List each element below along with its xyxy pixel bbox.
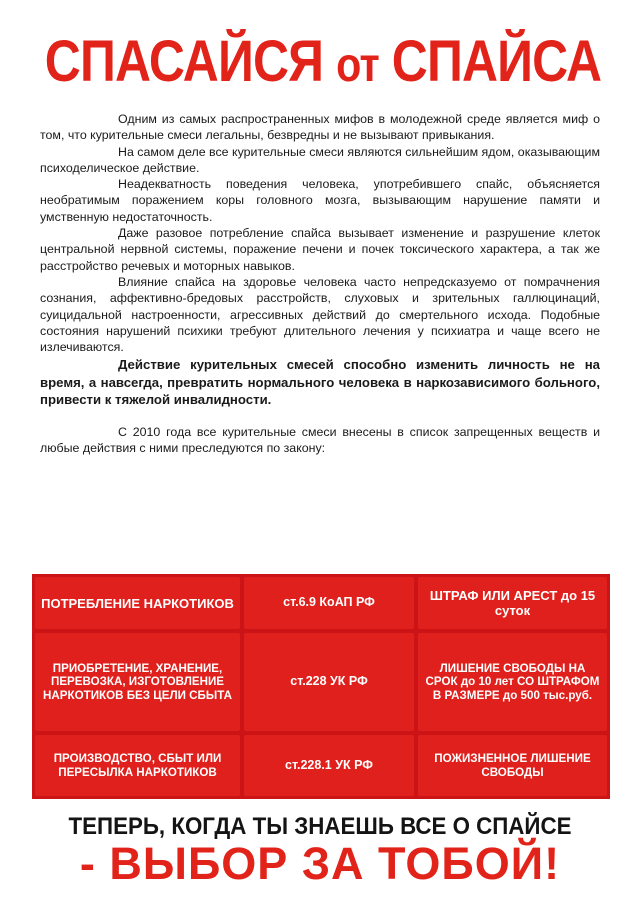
law-penalty-imprisonment: ЛИШЕНИЕ СВОБОДЫ НА СРОК до 10 лет СО ШТРАФОМ В РАЗМЕРЕ до 500 тыс.руб. <box>418 633 607 731</box>
law-article-228: ст.228 УК РФ <box>244 633 414 731</box>
title-part-1: СПАСАЙСЯ <box>44 29 324 94</box>
paragraph-law-intro: С 2010 года все курительные смеси внесены в список запрещенных веществ и любые действия с ними преследуются по закону: <box>40 424 600 456</box>
paragraph-poison: На самом деле все курительные смеси являются сильнейшим ядом, оказывающим психоделическое действие. <box>40 144 600 175</box>
footer-line-1: ТЕПЕРЬ, КОГДА ТЫ ЗНАЕШЬ ВСЕ О СПАЙСЕ <box>68 813 572 840</box>
title-part-3: СПАЙСА <box>391 29 602 94</box>
footer-line-2: - ВЫБОР ЗА ТОБОЙ! <box>79 838 561 889</box>
law-article-228-1: ст.228.1 УК РФ <box>244 735 414 796</box>
body-text <box>40 111 600 457</box>
paragraph-warning: Действие курительных смесей способно изменить личность не на время, а навсегда, превратить нормального человека в наркозависимого больного, привести к тяжелой инвалидности. <box>40 357 600 408</box>
paragraph-myth: Одним из самых распространенных мифов в молодежной среде является миф о том, что курительные смеси легальны, безвредны и не вызывают привыкания. <box>40 112 600 143</box>
law-penalty-fine-arrest: ШТРАФ ИЛИ АРЕСТ до 15 суток <box>418 577 607 629</box>
title-part-2: от <box>336 39 379 92</box>
poster-title <box>44 29 602 98</box>
law-action-possession: ПРИОБРЕТЕНИЕ, ХРАНЕНИЕ, ПЕРЕВОЗКА, ИЗГОТОВЛЕНИЕ НАРКОТИКОВ БЕЗ ЦЕЛИ СБЫТА <box>35 633 240 731</box>
law-table <box>32 574 610 799</box>
paragraph-health: Влияние спайса на здоровье человека часто непредсказуемо от помрачнения сознания, аффективно-бредовых расстройств, слуховых и зрительных галлюцинаций, суицидальной настроенности, агрессивных действий до смертельного исхода. Подобные состояния нарушений психики требуют длительного лечения у психиатра и чаще всего не излечиваются. <box>40 274 600 355</box>
law-action-distribution: ПРОИЗВОДСТВО, СБЫТ ИЛИ ПЕРЕСЫЛКА НАРКОТИКОВ <box>35 735 240 796</box>
paragraph-damage: Даже разовое потребление спайса вызывает изменение и разрушение клеток центральной нервной системы, поражение печени и почек токсического характера, а так же расстройство речевых и моторных навыков. <box>40 226 600 273</box>
law-article-6-9: ст.6.9 КоАП РФ <box>244 577 414 629</box>
law-penalty-life: ПОЖИЗНЕННОЕ ЛИШЕНИЕ СВОБОДЫ <box>418 735 607 796</box>
law-action-consumption: ПОТРЕБЛЕНИЕ НАРКОТИКОВ <box>35 577 240 629</box>
paragraph-behavior: Неадекватность поведения человека, употребившего спайс, объясняется необратимым поражением коры головного мозга, вызывающим нарушение памяти и умственную недостаточность. <box>40 177 600 224</box>
